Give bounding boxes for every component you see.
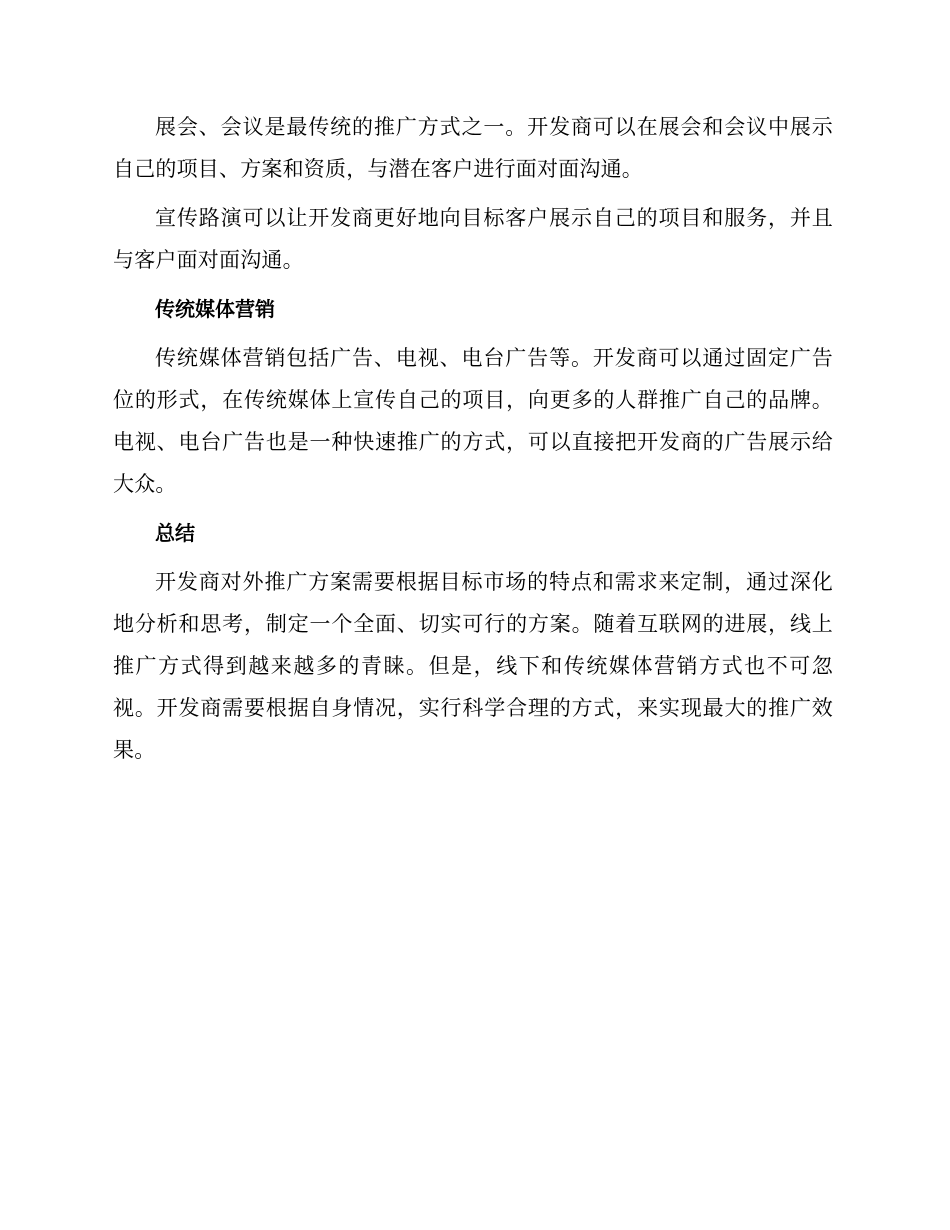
section-heading-traditional-media: 传统媒体营销: [155, 297, 275, 321]
section-heading-summary: 总结: [155, 521, 195, 545]
paragraph-traditional-media: 传统媒体营销包括广告、电视、电台广告等。开发商可以通过固定广告位的形式，在传统媒体上宣传自己的项目，向更多的人群推广自己的品牌。电视、电台广告也是一种快速推广的方式，可以直接把开发商的广告展示给大众。: [113, 346, 833, 496]
document-body: [113, 106, 833, 778]
paragraph-roadshow: 宣传路演可以让开发商更好地向目标客户展示自己的项目和服务，并且与客户面对面沟通。: [113, 206, 833, 272]
paragraph-exhibitions: 展会、会议是最传统的推广方式之一。开发商可以在展会和会议中展示自己的项目、方案和资质，与潜在客户进行面对面沟通。: [113, 115, 833, 181]
paragraph-summary: 开发商对外推广方案需要根据目标市场的特点和需求来定制，通过深化地分析和思考，制定一个全面、切实可行的方案。随着互联网的进展，线上推广方式得到越来越多的青睐。但是，线下和传统媒体营销方式也不可忽视。开发商需要根据自身情况，实行科学合理的方式，来实现最大的推广效果。: [113, 570, 833, 762]
